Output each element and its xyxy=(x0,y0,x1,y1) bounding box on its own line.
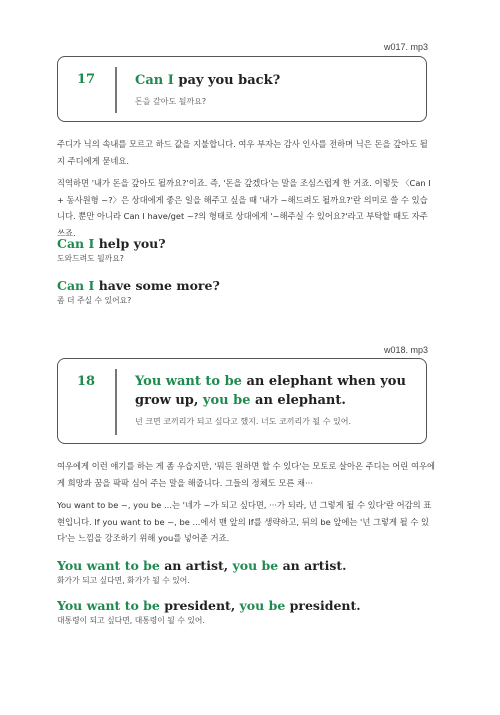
key-phrase: Can I xyxy=(135,73,174,88)
key-phrase: you be xyxy=(239,598,286,613)
example-text: help you? xyxy=(94,236,166,251)
card-content xyxy=(135,71,414,107)
expression-title xyxy=(135,71,414,90)
card-divider xyxy=(115,67,117,113)
expression-card-17 xyxy=(57,56,427,122)
explanation-paragraph: 직역하면 '내가 돈을 갚아도 될까요?'이죠. 즉, '돈을 갚겠다'는 말을 조심스럽게 한 거죠. 이렇듯 〈Can I + 동사원형 ~?〉은 상대에게 좋은 일을 해주고 싶을 때 '내가 ~해드려도 될까요?'란 의미로 쓸 수 있습니다. 뿐만 아니라 Can I have/get ~?의 형태로 상대에게 '~해주실 수 있어요?'라고 부탁할 때도 자주 쓰죠. xyxy=(57,178,431,238)
title-text: an elephant when you grow up, xyxy=(135,374,406,408)
example-sentence xyxy=(57,278,437,306)
title-text: pay you back? xyxy=(173,73,281,88)
key-phrase: Can I xyxy=(57,236,95,251)
expression-number: 18 xyxy=(76,374,96,389)
example-text: an artist, xyxy=(159,558,233,573)
explanation-paragraph: You want to be ~, you be ...는 '네가 ~가 되고 싶다면, ···가 되라, 넌 그렇게 될 수 있다'란 어감의 표현입니다. If you want to be ~, be ...에서 맨 앞의 If를 생략하고, 뒤의 be 앞에는 '넌 그렇게 될 수 있다'는 느낌을 강조하기 위해 you를 넣어준 거죠. xyxy=(57,500,432,543)
title-text: an elephant. xyxy=(250,393,346,408)
example-sentence xyxy=(57,598,437,626)
example-text: president. xyxy=(285,598,361,613)
example-sentence xyxy=(57,558,437,586)
example-translation: 도와드려도 될까요? xyxy=(57,254,124,263)
key-phrase: You want to be xyxy=(57,558,160,573)
expression-card-18 xyxy=(57,358,427,444)
example-sentence xyxy=(57,236,437,264)
example-translation: 화가가 되고 싶다면, 화가가 될 수 있어. xyxy=(57,576,190,585)
example-text: an artist. xyxy=(278,558,347,573)
expression-title xyxy=(135,372,414,410)
example-text: have some more? xyxy=(94,278,220,293)
audio-track-label: w018. mp3 xyxy=(383,345,428,355)
key-phrase: you be xyxy=(202,393,251,408)
explanation-paragraph: 주디가 닉의 속내를 모르고 하드 값을 지불합니다. 여우 부자는 감사 인사를 전하며 닉은 돈을 갚아도 될지 주디에게 묻네요. xyxy=(57,139,428,166)
example-translation: 좀 더 주실 수 있어요? xyxy=(57,296,132,305)
expression-translation: 넌 크면 코끼리가 되고 싶다고 했지. 너도 코끼리가 될 수 있어. xyxy=(135,417,351,426)
card-content xyxy=(135,372,414,427)
expression-number: 17 xyxy=(76,72,96,87)
example-text: president, xyxy=(159,598,240,613)
key-phrase: You want to be xyxy=(135,374,242,389)
key-phrase: you be xyxy=(232,558,279,573)
explanation-paragraph: 여우에게 이런 얘기를 하는 게 좀 우습지만, '뭐든 원하면 할 수 있다'는 모토로 살아온 주디는 어린 여우에게 희망과 꿈을 팍팍 심어 주는 말을 해줍니다. 그들의 정체도 모른 채··· xyxy=(57,461,436,488)
key-phrase: Can I xyxy=(57,278,95,293)
card-divider xyxy=(115,369,117,435)
audio-track-label: w017. mp3 xyxy=(383,42,428,52)
key-phrase: You want to be xyxy=(57,598,160,613)
example-translation: 대통령이 되고 싶다면, 대통령이 될 수 있어. xyxy=(57,616,205,625)
expression-translation: 돈을 갚아도 될까요? xyxy=(135,97,207,106)
